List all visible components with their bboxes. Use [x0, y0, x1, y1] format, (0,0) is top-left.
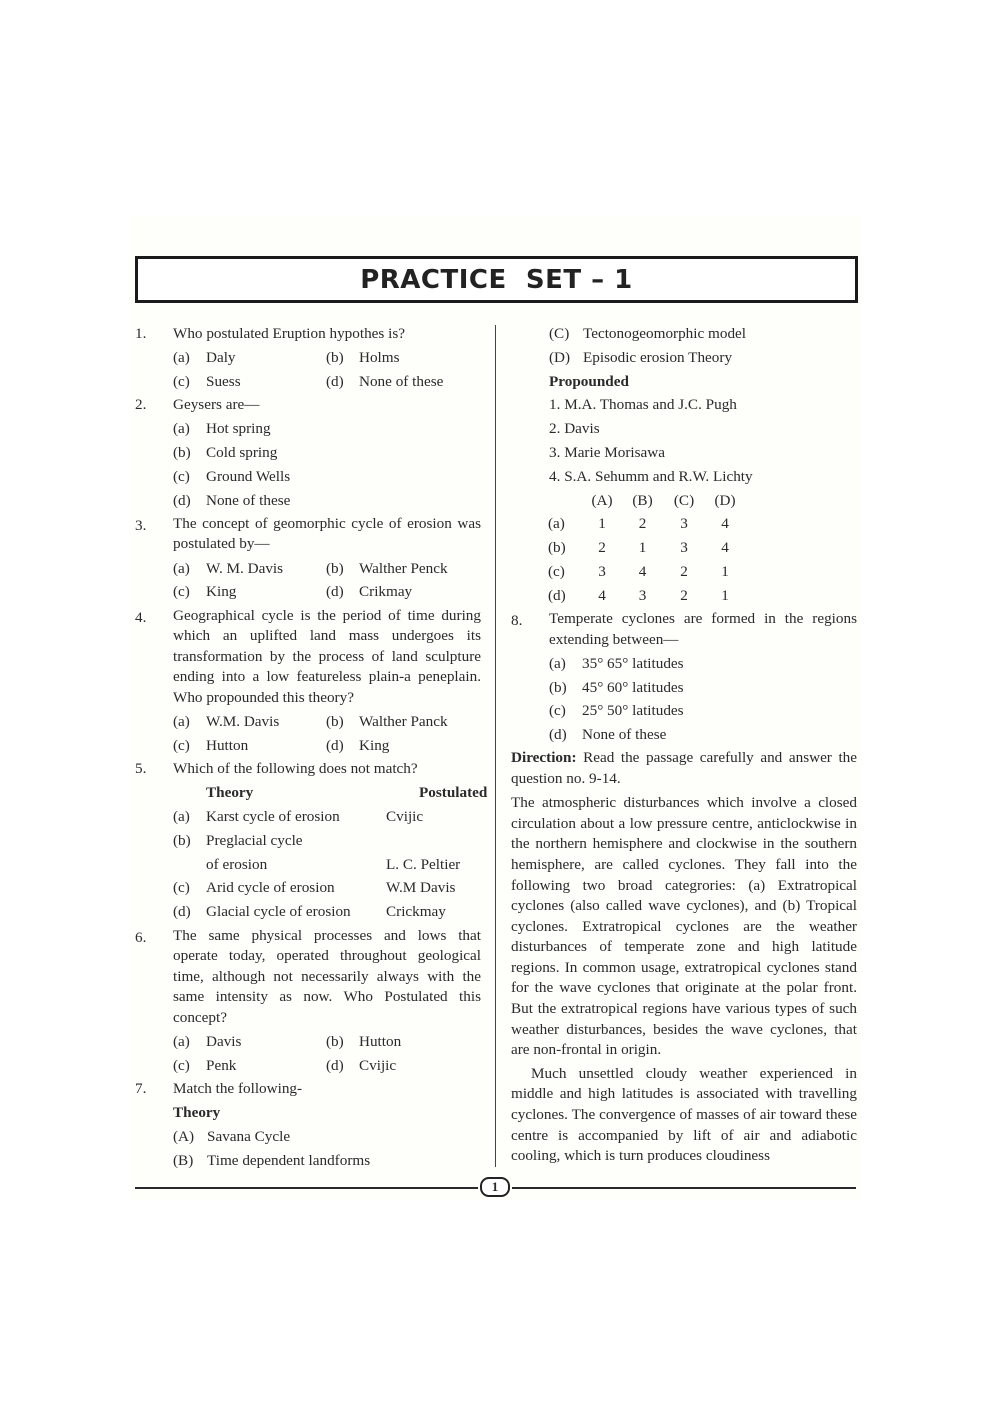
question-7: 7. Match the following- [135, 1077, 481, 1101]
option[interactable]: (a) W. M. Davis [173, 559, 284, 577]
question-text: The same physical processes and lows that operate today, operated throughout geological time, although not necessarily always with the same intensity as now. Who Postulated this concept? [173, 926, 481, 1026]
options [135, 1030, 481, 1078]
title-box [135, 256, 858, 303]
option[interactable]: (d) None of these [549, 726, 667, 744]
match-row[interactable]: (d) Glacial cycle of erosion Crickmay [173, 903, 446, 921]
question-text: The concept of geomorphic cycle of erosion was postulated by— [173, 514, 481, 553]
option[interactable]: (c) 25° 50° latitudes [549, 702, 684, 720]
question-text: Geographical cycle is the period of time during which an uplifted land mass undergoes its transformation by the process of land sculpture ending into a low featureless plain-a peneplain. Who propounded this theory? [173, 606, 481, 706]
theory-item: (D) Episodic erosion Theory [549, 348, 733, 366]
option[interactable]: (b) Holms [326, 348, 400, 366]
option[interactable]: (b) Hutton [326, 1032, 402, 1050]
option[interactable]: (c) Suess [173, 372, 241, 390]
option[interactable]: (a) 35° 65° latitudes [549, 654, 684, 672]
option[interactable]: (b) Cold spring [173, 443, 278, 461]
footer-rule [512, 1187, 856, 1189]
direction-text: Direction: Read the passage carefully and answer the question no. 9-14. [511, 748, 857, 787]
answer-code-row[interactable]: (d) 4 3 2 1 [548, 586, 729, 604]
option[interactable]: (a) Hot spring [173, 420, 271, 438]
theory-heading: Theory [173, 1104, 221, 1122]
question-8: 8. Temperate cyclones are formed in the regions extending between— [511, 608, 857, 652]
option[interactable]: (a) Davis [173, 1032, 242, 1050]
option[interactable]: (b) Walther Panck [326, 712, 448, 730]
option[interactable]: (d) None of these [326, 372, 444, 390]
option[interactable]: (b) Walther Penck [326, 559, 448, 577]
question-6: 6. The same physical processes and lows that operate today, operated throughout geological time, although not necessarily always with the same intensity as now. Who Postulated this concept? [135, 924, 481, 1030]
page-title: PRACTICE SET – 1 [360, 264, 633, 295]
option[interactable]: (a) W.M. Davis [173, 712, 280, 730]
right-column [511, 322, 857, 1167]
options [135, 710, 481, 758]
match-row[interactable]: (b) Preglacial cycle [173, 831, 303, 849]
options [135, 346, 481, 394]
option[interactable]: (d) Crikmay [326, 583, 413, 601]
match-row[interactable]: (c) Arid cycle of erosion W.M Davis [173, 879, 456, 897]
question-text: Which of the following does not match? [173, 760, 418, 778]
page-number: 1 [480, 1177, 510, 1197]
answer-code-row[interactable]: (a) 1 2 3 4 [548, 515, 729, 533]
option[interactable]: (d) King [326, 736, 390, 754]
answer-code-row[interactable]: (c) 3 4 2 1 [548, 562, 729, 580]
question-1: 1. Who postulated Eruption hypothes is? [135, 322, 481, 346]
left-column [135, 322, 488, 1172]
question-5: 5. Which of the following does not match? [135, 757, 481, 781]
theory-item: (B) Time dependent landforms [173, 1151, 371, 1169]
question-3: 3. The concept of geomorphic cycle of erosion was postulated by— [135, 512, 481, 556]
propounder-item: 1. M.A. Thomas and J.C. Pugh [549, 396, 737, 414]
propounder-item: 3. Marie Morisawa [549, 443, 665, 461]
option[interactable]: (d) None of these [173, 491, 291, 509]
question-4: 4. Geographical cycle is the period of time during which an uplifted land mass undergoes its transformation by the process of land sculpture ending into a low featureless plain-a peneplain. Who propounded this theory? [135, 604, 481, 710]
question-text: Who postulated Eruption hypothes is? [173, 325, 405, 342]
match-row[interactable]: (a) Karst cycle of erosion Cvijic [173, 808, 424, 826]
propounded-heading: Propounded [549, 372, 629, 390]
propounder-item: 4. S.A. Sehumm and R.W. Lichty [549, 467, 753, 485]
question-text: Geysers are— [173, 396, 260, 414]
match-row: of erosion L. C. Peltier [206, 855, 461, 873]
option[interactable]: (d) Cvijic [326, 1056, 397, 1074]
option[interactable]: (a) Daly [173, 348, 236, 366]
options [135, 557, 481, 605]
option[interactable]: (c) Penk [173, 1056, 237, 1074]
question-text: Temperate cyclones are formed in the regions extending between— [549, 610, 857, 648]
passage-paragraph: Much unsettled cloudy weather experienced in middle and high latitudes is associated with travelling cyclones. The convergence of masses of air toward these centre is accompanied by lift of air and adiabotic cooling, which is turn produces cloudiness [511, 1064, 857, 1165]
match-table-header: Theory Postulated [206, 784, 488, 802]
question-text: Match the following- [173, 1080, 303, 1098]
column-divider [495, 325, 496, 1167]
question-2: 2. Geysers are— [135, 393, 481, 417]
option[interactable]: (c) King [173, 583, 237, 601]
theory-item: (A) Savana Cycle [173, 1127, 291, 1145]
theory-item: (C) Tectonogeomorphic model [549, 325, 746, 342]
footer-rule [135, 1187, 478, 1189]
option[interactable]: (c) Ground Wells [173, 467, 291, 485]
answer-code-row[interactable]: (b) 2 1 3 4 [548, 539, 729, 557]
passage-paragraph: The atmospheric disturbances which involve a closed circulation about a low pressure centre, anticlockwise in the northern hemisphere and clockwise in the southern hemisphere, are called cyclones. They fall into the following two broad categrories: (a) Extratropical cyclones (also called wave cyclones), and (b) Tropical cyclones. Extratropical cyclones are the weather disturbances of temperate zone and high latitude regions. In common usage, extratropical cyclones stand for the wave cyclones that originate at the polar front. But the extratropical regions have various types of such weather disturbances, besides the wave cyclones, that are non-frontal in origin. [511, 794, 857, 1059]
answer-code-header: (A) (B) (C) (D) [591, 491, 736, 509]
option[interactable]: (b) 45° 60° latitudes [549, 678, 684, 696]
propounder-item: 2. Davis [549, 420, 600, 438]
option[interactable]: (c) Hutton [173, 736, 249, 754]
